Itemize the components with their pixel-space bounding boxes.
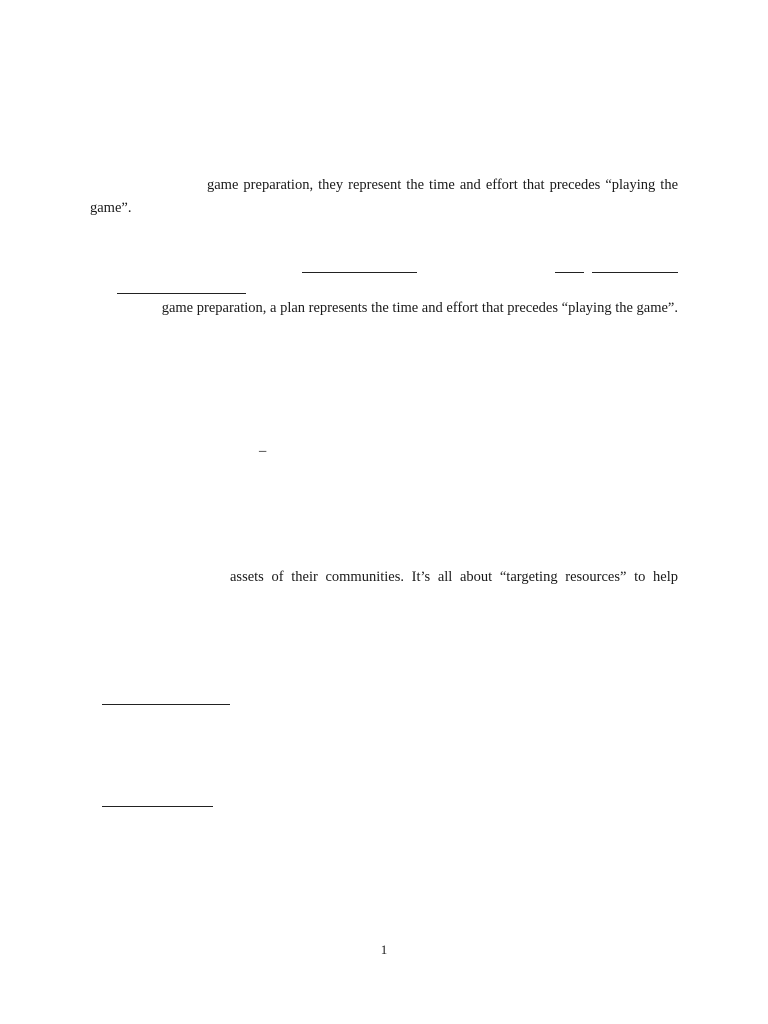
page-number: 1	[380, 942, 388, 957]
paragraph-2-line: game preparation, a plan represents the time and effort that precedes “playing the game”.	[161, 300, 678, 316]
blank-underline-6	[102, 806, 213, 807]
blank-underline-4	[117, 293, 246, 294]
blank-underline-1	[302, 272, 417, 273]
blank-underline-2	[555, 272, 584, 273]
paragraph-1-line-1: game preparation, they represent the time and effort that precedes “playing the	[207, 177, 678, 193]
blank-underline-5	[102, 704, 230, 705]
paragraph-3-line: assets of their communities. It’s all about “targeting resources” to help	[230, 569, 678, 585]
paragraph-1-line-2: game”.	[90, 200, 132, 216]
dash-mark: –	[259, 443, 267, 459]
blank-underline-3	[592, 272, 678, 273]
